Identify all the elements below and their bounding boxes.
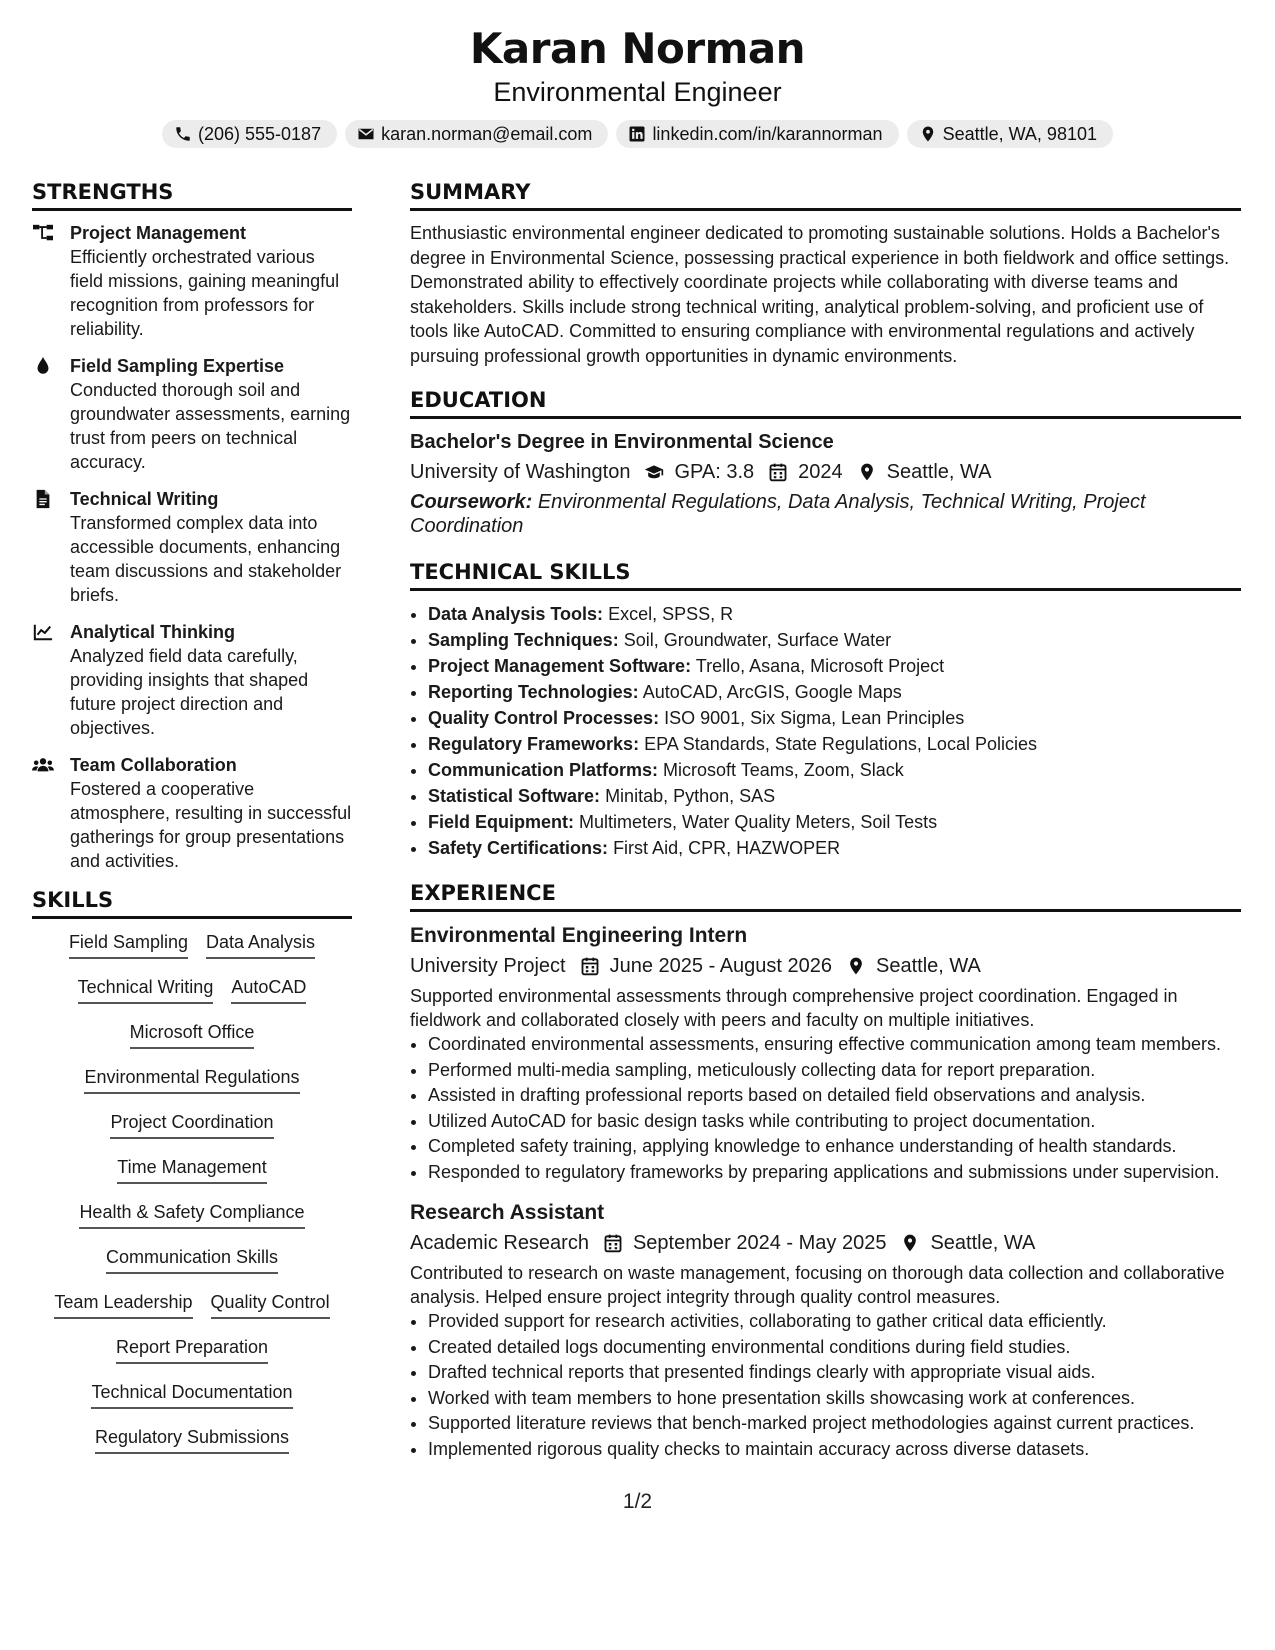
list-item: • Reporting Technologies: AutoCAD, ArcGIS, Google Maps <box>428 679 1241 705</box>
coursework-list: Environmental Regulations, Data Analysis, Technical Writing, Project Coordination <box>410 491 1146 537</box>
strength-title: Analytical Thinking <box>70 622 236 642</box>
skill-tag: Microsoft Office <box>130 1021 255 1049</box>
skill-tag: Health & Safety Compliance <box>79 1201 304 1229</box>
droplet-icon <box>32 356 54 376</box>
users-icon <box>32 755 54 775</box>
skill-tag: Communication Skills <box>106 1246 278 1274</box>
job-entry <box>410 1199 1241 1462</box>
job-role: Environmental Engineering Intern <box>410 924 748 947</box>
strength-item <box>32 354 352 474</box>
list-item: • Utilized AutoCAD for basic design tasks while contributing to project documentation. <box>428 1109 1241 1135</box>
strength-title: Team Collaboration <box>70 755 237 775</box>
job-description: Contributed to research on waste management, focusing on thorough data collection and collaborative analysis. Helped ensure project integrity through quality control measures. <box>410 1263 1225 1307</box>
list-item: • Responded to regulatory frameworks by preparing applications and submissions under supervision. <box>428 1160 1241 1186</box>
strength-title: Technical Writing <box>70 489 219 509</box>
strength-desc: Efficiently orchestrated various field missions, gaining meaningful recognition from professors for reliability. <box>70 247 340 339</box>
list-item: • Data Analysis Tools: Excel, SPSS, R <box>428 601 1241 627</box>
job-meta <box>410 950 1241 982</box>
list-item: • Drafted technical reports that presented findings clearly with appropriate visual aids. <box>428 1360 1241 1386</box>
list-item: • Quality Control Processes: ISO 9001, Six Sigma, Lean Principles <box>428 705 1241 731</box>
summary-heading: SUMMARY <box>410 178 1241 211</box>
candidate-name: Karan Norman <box>469 24 806 73</box>
job-bullets <box>410 1309 1241 1462</box>
skill-tag: Environmental Regulations <box>84 1066 299 1094</box>
skills-heading: SKILLS <box>32 886 352 919</box>
map-pin-icon <box>900 1233 920 1253</box>
list-item: • Communication Platforms: Microsoft Teams, Zoom, Slack <box>428 757 1241 783</box>
list-item: • Provided support for research activities, collaborating to gather critical data efficiently. <box>428 1309 1241 1335</box>
location-text: Seattle, WA, 98101 <box>942 124 1097 144</box>
email-text: karan.norman@email.com <box>381 124 593 144</box>
skill-tag: Time Management <box>117 1156 266 1184</box>
strength-title: Field Sampling Expertise <box>70 356 285 376</box>
linkedin-chip[interactable] <box>616 120 898 148</box>
skill-tag: Team Leadership <box>54 1291 192 1319</box>
skill-tag: AutoCAD <box>231 976 306 1004</box>
list-item: • Sampling Techniques: Soil, Groundwater, Surface Water <box>428 627 1241 653</box>
school-name: University of Washington <box>410 461 631 483</box>
skill-tag: Data Analysis <box>206 931 315 959</box>
job-meta <box>410 1227 1241 1259</box>
map-pin-icon <box>846 956 866 976</box>
skill-tag: Quality Control <box>211 1291 330 1319</box>
job-location: Seattle, WA <box>930 1232 1036 1254</box>
job-location: Seattle, WA <box>876 955 981 977</box>
coursework-label: Coursework: <box>410 491 533 513</box>
degree-name: Bachelor's Degree in Environmental Science <box>410 431 834 453</box>
strength-desc: Conducted thorough soil and groundwater assessments, earning trust from peers on technical accuracy. <box>70 380 351 472</box>
education-heading: EDUCATION <box>410 386 1241 419</box>
skills-list <box>32 931 352 1471</box>
document-icon <box>32 489 54 509</box>
envelope-icon <box>357 125 375 143</box>
skill-tag: Project Coordination <box>110 1111 273 1139</box>
resume-body <box>32 178 1243 1476</box>
chart-line-icon <box>32 622 54 642</box>
phone-icon <box>174 125 192 143</box>
strength-desc: Transformed complex data into accessible documents, enhancing team discussions and stakeholder briefs. <box>70 513 342 605</box>
email-chip[interactable] <box>345 120 608 148</box>
gpa-text: GPA: 3.8 <box>674 461 755 483</box>
strength-title: Project Management <box>70 223 247 243</box>
linkedin-icon <box>628 125 646 143</box>
page-number: 1/2 <box>622 1490 653 1513</box>
list-item: • Field Equipment: Multimeters, Water Quality Meters, Soil Tests <box>428 809 1241 835</box>
list-item: • Safety Certifications: First Aid, CPR, HAZWOPER <box>428 835 1241 861</box>
graduation-cap-icon <box>644 462 664 482</box>
job-bullets <box>410 1032 1241 1185</box>
job-dates: June 2025 - August 2026 <box>609 955 833 977</box>
phone-chip[interactable] <box>162 120 337 148</box>
resume-header <box>0 0 1275 148</box>
list-item: • Regulatory Frameworks: EPA Standards, State Regulations, Local Policies <box>428 731 1241 757</box>
list-item: • Assisted in drafting professional reports based on detailed field observations and analysis. <box>428 1083 1241 1109</box>
location-chip <box>907 120 1113 148</box>
skill-tag: Field Sampling <box>69 931 188 959</box>
job-title: Environmental Engineer <box>493 77 782 107</box>
job-description: Supported environmental assessments through comprehensive project coordination. Engaged in fieldwork and collaborated closely with peers and faculty on multiple initiatives. <box>410 986 1178 1030</box>
strength-item <box>32 620 352 740</box>
technical-skills-heading: TECHNICAL SKILLS <box>410 558 1241 591</box>
job-role: Research Assistant <box>410 1201 605 1224</box>
list-item: • Completed safety training, applying knowledge to enhance understanding of health standards. <box>428 1134 1241 1160</box>
list-item: • Created detailed logs documenting environmental conditions during field studies. <box>428 1335 1241 1361</box>
graduation-year: 2024 <box>798 461 843 483</box>
list-item: • Statistical Software: Minitab, Python, SAS <box>428 783 1241 809</box>
contact-bar <box>0 120 1275 148</box>
list-item: • Coordinated environmental assessments, ensuring effective communication among team members. <box>428 1032 1241 1058</box>
skill-tag: Regulatory Submissions <box>95 1426 289 1454</box>
left-column <box>32 178 352 1476</box>
sitemap-icon <box>32 223 54 243</box>
summary-text: Enthusiastic environmental engineer dedicated to promoting sustainable solutions. Holds a Bachelor's degree in Environmental Science, possessing practical experience in both fieldwork and office settings. Demonstrated ability to effectively coordinate projects while collaborating with diverse teams and stakeholders. Skills include strong technical writing, analytical problem-solving, and proficient use of tools like AutoCAD. Committed to ensuring compliance with environmental regulations and actively pursuing professional growth opportunities in dynamic environments. <box>410 223 1230 366</box>
education-location: Seattle, WA <box>886 461 992 483</box>
coursework <box>410 490 1241 538</box>
phone-text: (206) 555-0187 <box>197 124 322 144</box>
job-org: University Project <box>410 955 566 977</box>
right-column <box>410 178 1241 1476</box>
job-dates: September 2024 - May 2025 <box>632 1232 887 1254</box>
map-pin-icon <box>919 125 937 143</box>
calendar-icon <box>768 462 788 482</box>
experience-heading: EXPERIENCE <box>410 879 1241 912</box>
strength-item <box>32 221 352 341</box>
strength-item <box>32 753 352 873</box>
calendar-icon <box>580 956 600 976</box>
strength-desc: Fostered a cooperative atmosphere, resulting in successful gatherings for group presentations and activities. <box>70 779 352 871</box>
strengths-heading: STRENGTHS <box>32 178 352 211</box>
list-item: • Worked with team members to hone presentation skills showcasing work at conferences. <box>428 1386 1241 1412</box>
education-meta <box>410 457 1241 487</box>
skill-tag: Technical Documentation <box>91 1381 292 1409</box>
linkedin-text: linkedin.com/in/karannorman <box>652 124 883 144</box>
list-item: • Implemented rigorous quality checks to maintain accuracy across diverse datasets. <box>428 1437 1241 1463</box>
list-item: • Supported literature reviews that bench-marked project methodologies against current practices. <box>428 1411 1241 1437</box>
skill-tag: Report Preparation <box>116 1336 268 1364</box>
map-pin-icon <box>857 462 877 482</box>
skill-tag: Technical Writing <box>78 976 214 1004</box>
job-entry <box>410 922 1241 1185</box>
technical-skills-list <box>410 601 1241 861</box>
list-item: • Performed multi-media sampling, meticulously collecting data for report preparation. <box>428 1058 1241 1084</box>
job-org: Academic Research <box>410 1232 589 1254</box>
strength-item <box>32 487 352 607</box>
calendar-icon <box>603 1233 623 1253</box>
list-item: • Project Management Software: Trello, Asana, Microsoft Project <box>428 653 1241 679</box>
strength-desc: Analyzed field data carefully, providing insights that shaped future project direction and objectives. <box>70 646 309 738</box>
